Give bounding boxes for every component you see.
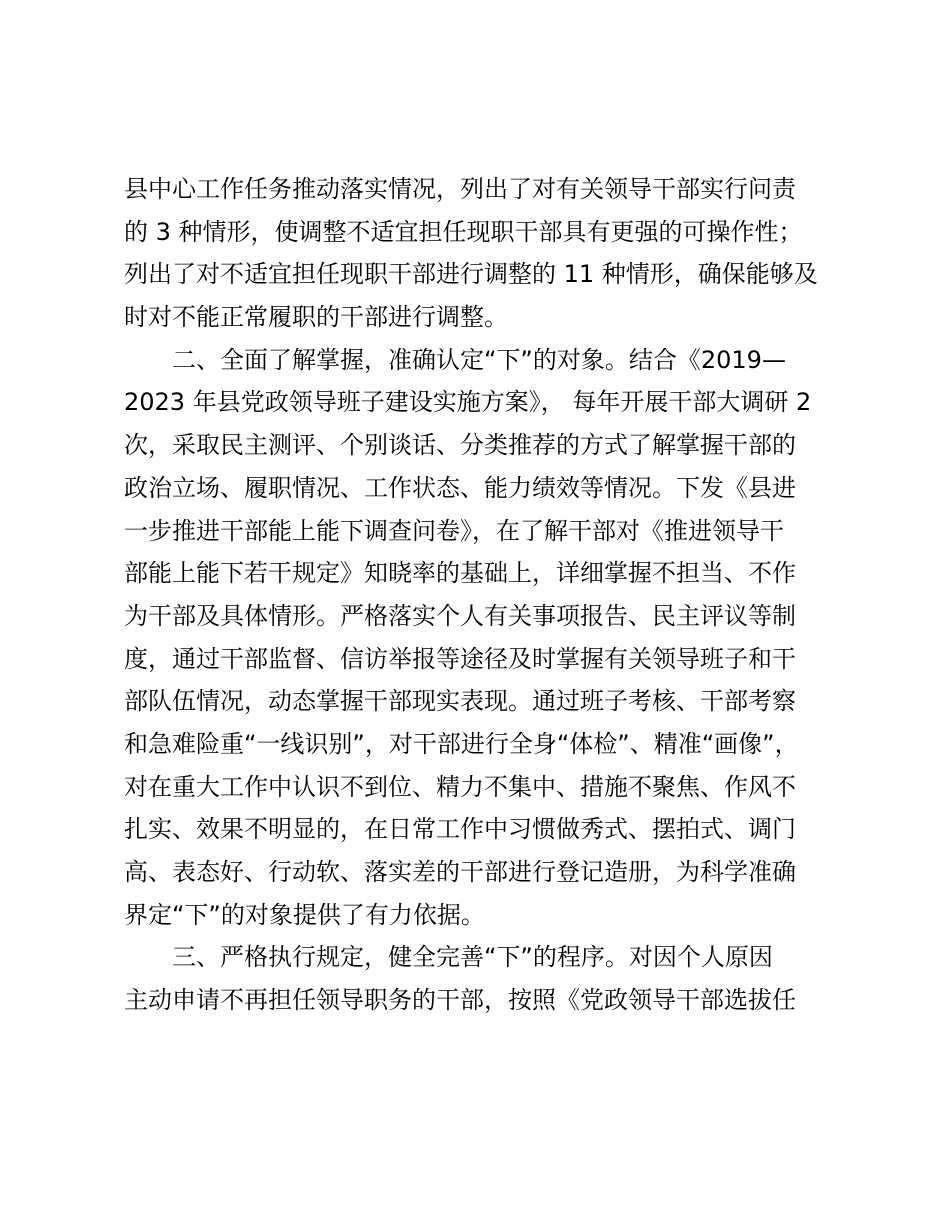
- text-line: 和急难险重“一线识别”，对干部进行全身“体检”、精准“画像”，: [124, 729, 799, 758]
- text-line: 一步推进干部能上能下调查问卷》，在了解干部对《推进领导干: [124, 516, 784, 545]
- text-line: 高、表态好、行动软、落实差的干部进行登记造册，为科学准确: [124, 858, 796, 886]
- paragraph-3-first-line: 三、严格执行规定，健全完善“下”的程序。对因个人原因: [172, 943, 773, 972]
- text-line: 次，采取民主测评、个别谈话、分类推荐的方式了解掌握干部的: [124, 431, 796, 460]
- text-line: 度，通过干部监督、信访举报等途径及时掌握有关领导班子和干: [124, 644, 796, 673]
- body-text: [124, 168, 844, 1022]
- text-line: 的 3 种情形，使调整不适宜担任现职干部具有更强的可操作性；: [124, 217, 803, 246]
- text-line: 部能上能下若干规定》知晓率的基础上，详细掌握不担当、不作: [124, 559, 796, 588]
- text-line: 列出了对不适宜担任现职干部进行调整的 11 种情形，确保能够及: [124, 260, 818, 289]
- text-line: 政治立场、履职情况、工作状态、能力绩效等情况。下发《县进: [124, 473, 796, 502]
- text-line: 县中心工作任务推动落实情况，列出了对有关领导干部实行问责: [124, 175, 796, 203]
- text-line: 界定“下”的对象提供了有力依据。: [124, 900, 485, 929]
- text-line: 主动申请不再担任领导职务的干部，按照《党政领导干部选拔任: [124, 986, 796, 1015]
- text-line: 对在重大工作中认识不到位、精力不集中、措施不聚焦、作风不: [124, 772, 796, 801]
- text-line: 为干部及具体情形。严格落实个人有关事项报告、民主评议等制: [124, 601, 796, 630]
- text-line: 扎实、效果不明显的，在日常工作中习惯做秀式、摆拍式、调门: [124, 815, 796, 844]
- text-line: 时对不能正常履职的干部进行调整。: [124, 303, 508, 332]
- text-line: 2023 年县党政领导班子建设实施方案》， 每年开展干部大调研 2: [124, 388, 812, 417]
- paragraph-2-first-line: 二、全面了解掌握，准确认定“下”的对象。结合《2019—: [172, 345, 786, 374]
- text-line: 部队伍情况，动态掌握干部现实表现。通过班子考核、干部考察: [124, 687, 796, 716]
